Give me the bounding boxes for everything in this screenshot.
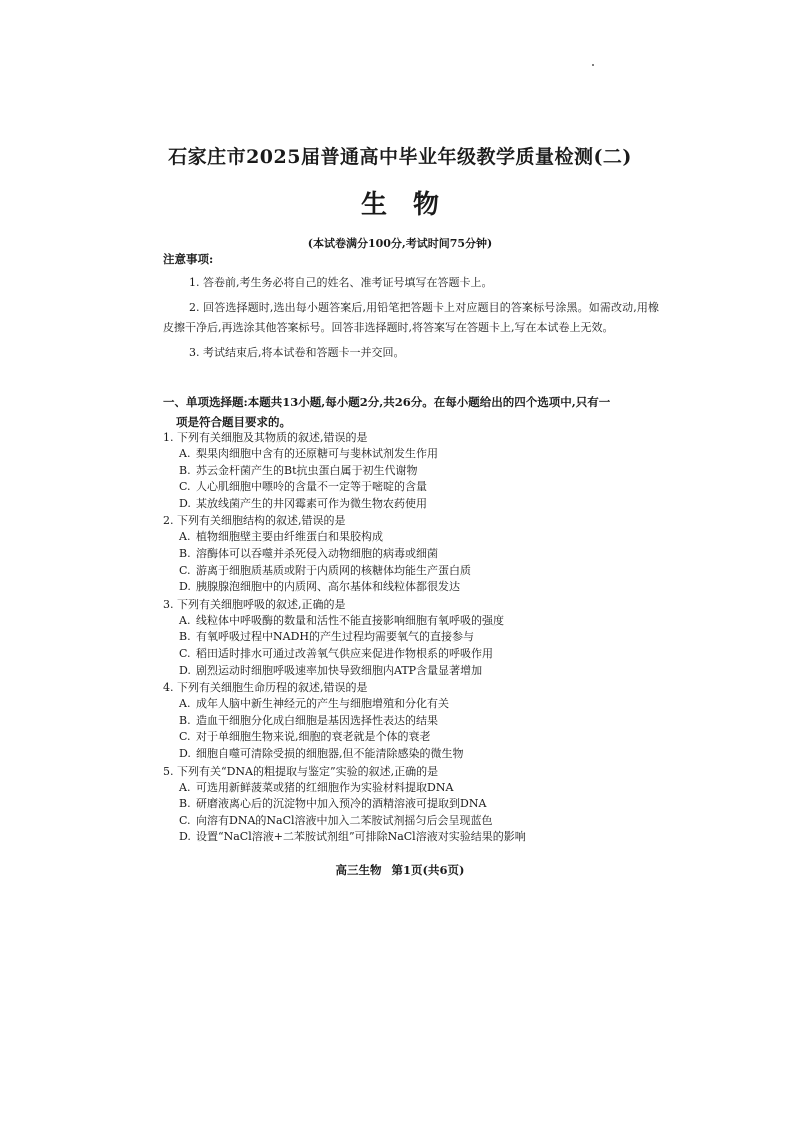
- option: [163, 496, 663, 513]
- option-letter: C.: [179, 730, 191, 744]
- option: [163, 546, 663, 563]
- option-letter: B.: [179, 630, 191, 644]
- option-text: 设置“NaCl溶液+二苯胺试剂组”可排除NaCl溶液对实验结果的影响: [196, 830, 526, 844]
- option: [163, 663, 663, 680]
- option-text: 研磨液离心后的沉淀物中加入预冷的酒精溶液可提取到DNA: [196, 797, 487, 811]
- option-text: 某放线菌产生的井冈霉素可作为微生物农药使用: [196, 496, 427, 510]
- option: [163, 579, 663, 596]
- question-stem: 3. 下列有关细胞呼吸的叙述,正确的是: [163, 597, 346, 611]
- option-letter: A.: [179, 697, 191, 711]
- option-text: 梨果肉细胞中含有的还原糖可与斐林试剂发生作用: [196, 447, 438, 460]
- option-letter: D.: [179, 663, 191, 677]
- option: [163, 613, 663, 630]
- option-text: 有氧呼吸过程中NADH的产生过程均需要氧气的直接参与: [196, 630, 474, 644]
- option-text: 溶酶体可以吞噬并杀死侵入动物细胞的病毒或细菌: [196, 546, 438, 560]
- option: [163, 446, 663, 463]
- section-heading-line: 一、单项选择题:本题共13小题,每小题2分,共26分。在每小题给出的四个选项中,只有一: [163, 395, 611, 409]
- option-letter: D.: [179, 830, 191, 844]
- option: [163, 646, 663, 663]
- option-letter: B.: [179, 797, 191, 811]
- option: [163, 563, 663, 580]
- option-letter: A.: [179, 530, 191, 544]
- option: [163, 479, 663, 496]
- option-text: 线粒体中呼吸酶的数量和活性不能直接影响细胞有氧呼吸的强度: [196, 613, 504, 627]
- scan-speck: [592, 64, 594, 66]
- question-stem: 1. 下列有关细胞及其物质的叙述,错误的是: [163, 431, 368, 444]
- option-letter: D.: [179, 496, 191, 510]
- option: [163, 813, 663, 830]
- option-text: 胰腺腺泡细胞中的内质网、高尔基体和线粒体都很发达: [196, 580, 460, 594]
- option-letter: B.: [179, 546, 191, 560]
- option: [163, 696, 663, 713]
- option-letter: A.: [179, 780, 191, 794]
- option-letter: D.: [179, 746, 191, 760]
- notice-heading: 注意事项:: [163, 252, 214, 266]
- option-text: 苏云金杆菌产生的Bt抗虫蛋白属于初生代谢物: [196, 463, 418, 477]
- option: [163, 829, 663, 846]
- option: [163, 780, 663, 797]
- question: [163, 679, 663, 762]
- question-stem: 5. 下列有关“DNA的粗提取与鉴定”实验的叙述,正确的是: [163, 764, 439, 778]
- option-letter: B.: [179, 463, 191, 477]
- option-text: 造血干细胞分化成白细胞是基因选择性表达的结果: [196, 713, 438, 727]
- option-letter: C.: [179, 813, 191, 827]
- option: [163, 729, 663, 746]
- question: [163, 763, 663, 846]
- question-list: [163, 429, 663, 846]
- option: [163, 713, 663, 730]
- option-text: 向溶有DNA的NaCl溶液中加入二苯胺试剂摇匀后会呈现蓝色: [196, 813, 493, 827]
- option: [163, 746, 663, 763]
- section-heading: [163, 392, 660, 432]
- option-text: 剧烈运动时细胞呼吸速率加快导致细胞内ATP含量显著增加: [196, 663, 483, 677]
- exam-title: 石家庄市2025届普通高中毕业年级教学质量检测(二): [168, 146, 632, 168]
- notice-item: 2. 回答选择题时,选出每小题答案后,用铅笔把答题卡上对应题目的答案标号涂黑。如需改动,用橡皮擦干净后,再选涂其他答案标号。回答非选择题时,将答案写在答题卡上,写在本试卷上无效。: [163, 301, 659, 334]
- option-text: 人心肌细胞中嘌呤的含量不一定等于嘧啶的含量: [196, 480, 427, 494]
- option-letter: C.: [179, 563, 191, 577]
- question-stem: 4. 下列有关细胞生命历程的叙述,错误的是: [163, 681, 368, 695]
- option: [163, 796, 663, 813]
- subject-title: 生物: [360, 190, 465, 220]
- option-letter: B.: [179, 713, 191, 727]
- section-heading-line: 项是符合题目要求的。: [176, 415, 291, 429]
- option-text: 植物细胞壁主要由纤维蛋白和果胶构成: [196, 530, 383, 544]
- question-stem: 2. 下列有关细胞结构的叙述,错误的是: [163, 514, 346, 528]
- option-text: 对于单细胞生物来说,细胞的衰老就是个体的衰老: [196, 730, 431, 744]
- question: [163, 429, 663, 512]
- option-text: 成年人脑中新生神经元的产生与细胞增殖和分化有关: [196, 697, 449, 711]
- option: [163, 629, 663, 646]
- option-text: 稻田适时排水可通过改善氧气供应来促进作物根系的呼吸作用: [196, 646, 493, 660]
- page-footer: 高三生物 第1页(共6页): [335, 863, 465, 877]
- option: [163, 463, 663, 480]
- option-letter: C.: [179, 646, 191, 660]
- exam-info: (本试卷满分100分,考试时间75分钟): [307, 237, 493, 250]
- option-text: 游离于细胞质基质或附于内质网的核糖体均能生产蛋白质: [196, 563, 471, 577]
- option-letter: C.: [179, 480, 191, 494]
- option-letter: A.: [179, 447, 191, 460]
- notice-item: 1. 答卷前,考生务必将自己的姓名、准考证号填写在答题卡上。: [189, 276, 493, 289]
- question: [163, 596, 663, 679]
- option-letter: D.: [179, 580, 191, 594]
- option-text: 可选用新鲜菠菜或猪的红细胞作为实验材料提取DNA: [196, 780, 454, 794]
- notice-item: 3. 考试结束后,将本试卷和答题卡一并交回。: [189, 346, 405, 359]
- question: [163, 512, 663, 595]
- notice-list: [163, 273, 659, 368]
- option-text: 细胞自噬可清除受损的细胞器,但不能清除感染的微生物: [196, 746, 464, 760]
- option-letter: A.: [179, 613, 191, 627]
- option: [163, 529, 663, 546]
